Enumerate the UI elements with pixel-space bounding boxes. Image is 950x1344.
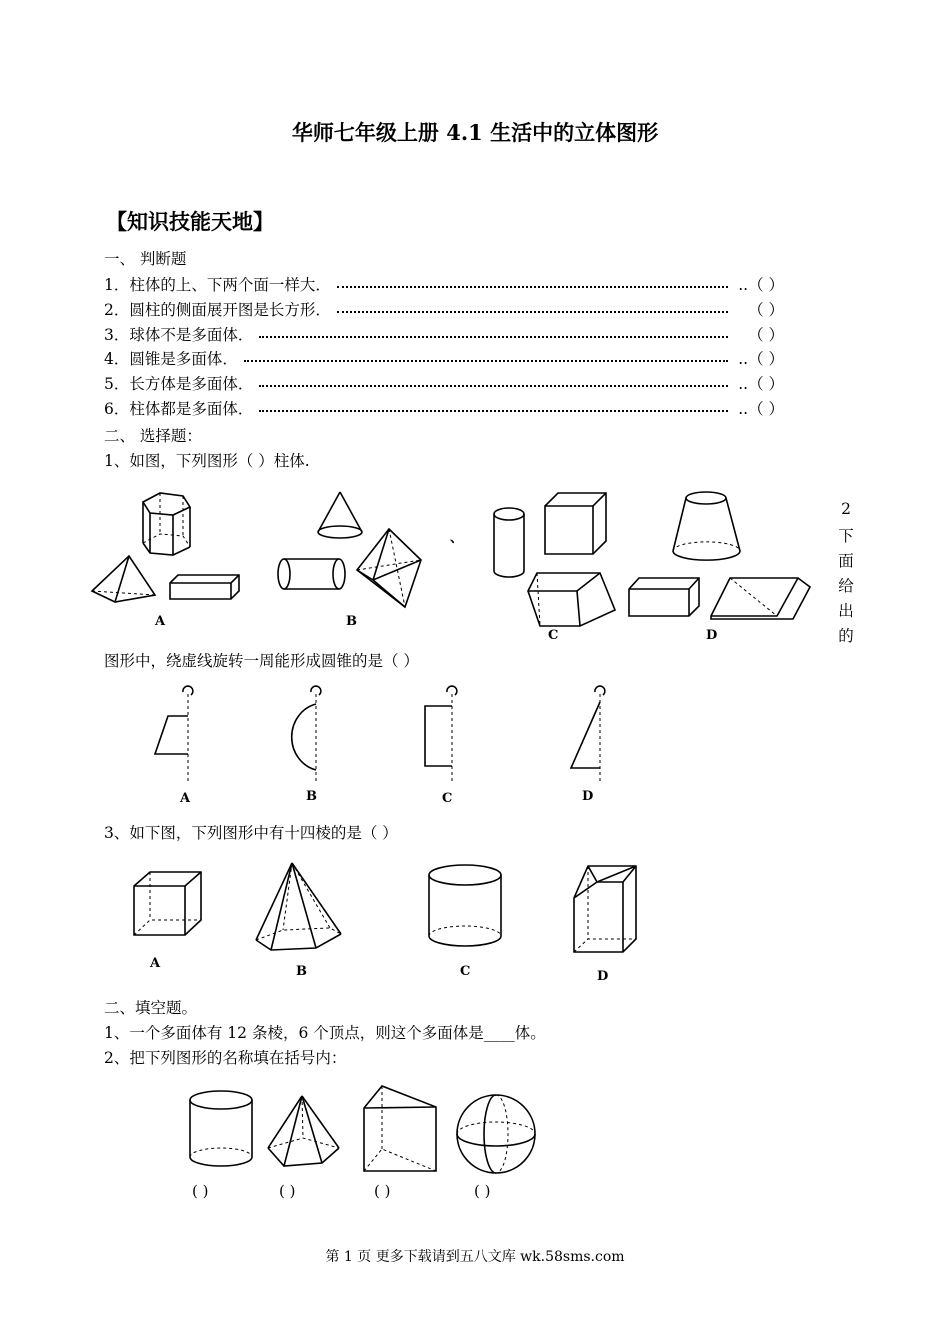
side-char: 给 [838,577,854,595]
tf-item-text: 4．圆锥是多面体． [104,350,238,368]
answer-paren-2: ( ) [279,1182,296,1200]
option-label-c: C [548,628,559,643]
hexagonal-pyramid-figure [256,863,341,950]
section-heading: 【知识技能天地】 [106,209,274,234]
truncated-prism-figure [574,866,636,952]
tf-item-text: 6．柱体都是多面体． [104,400,254,418]
semicircle-rotation-figure [292,686,321,782]
page-title: 华师七年级上册 4.1 生活中的立体图形 [291,120,659,145]
fill-q1-text: 1、一个多面体有 12 条棱，6 个顶点，则这个多面体是____体。 [104,1024,546,1042]
side-char: 的 [838,627,854,645]
cube-figure [545,493,606,554]
cylinder-figure [429,865,501,946]
cuboid-figure [629,578,699,616]
dot-leader [244,360,728,362]
q3-text: 3、如下图，下列图形中有十四棱的是（ ） [104,824,398,842]
tf-item-text: 3．球体不是多面体． [104,326,254,344]
pentagonal-pyramid-figure [268,1096,339,1166]
tf-item-6 [104,396,784,420]
tf-item-text: 2．圆柱的侧面展开图是长方形． [104,301,331,319]
side-char: 面 [838,552,854,570]
tf-item-2 [104,297,784,321]
answer-paren-3: ( ) [374,1182,391,1200]
tf-item-4 [104,346,784,370]
option-label-a: A [150,956,161,971]
octahedron-figure [357,529,421,607]
option-label-c: C [460,964,471,979]
answer-paren: ..（ ） [738,350,784,368]
q3-figures [0,858,950,988]
tf-item-text: 1．柱体的上、下两个面一样大． [104,276,331,294]
separator-mark: 、 [450,531,464,546]
tf-item-1 [104,272,784,296]
part2-heading: 二、 选择题： [104,427,202,445]
slanted-prism-figure [528,573,615,626]
option-label-b: B [346,614,357,629]
q1-figures [0,485,950,645]
dot-leader [259,336,728,338]
dot-leader [259,410,728,412]
cone-figure [318,492,362,538]
pyramid-figure [92,556,155,602]
answer-paren: ..（ ） [738,375,784,393]
dot-leader [259,385,728,387]
option-label-a: A [155,614,166,629]
side-char: 出 [838,602,854,620]
cylinder-figure [494,508,524,577]
tf-item-3 [104,322,784,346]
sphere-figure [457,1095,535,1173]
option-label-a: A [180,791,191,806]
fill-q2-text: 2、把下列图形的名称填在括号内： [104,1049,347,1067]
hexagonal-prism-figure [143,493,190,555]
parallelepiped-figure [711,578,810,619]
cuboid-figure [170,575,239,599]
triangular-prism-figure [364,1086,436,1171]
side-char: 2 [841,500,851,518]
option-label-b: B [306,789,317,804]
option-label-d: D [582,789,594,804]
answer-paren: ..（ ） [738,276,784,294]
option-label-c: C [442,791,453,806]
answer-paren-1: ( ) [192,1182,209,1200]
part1-heading: 一、 判断题 [104,250,187,268]
trapezoid-rotation-figure [155,686,193,784]
part3-heading: 二、填空题。 [104,999,198,1017]
answer-paren: ..（ ） [738,400,784,418]
dot-leader [337,311,728,313]
fill-figures [0,1082,950,1182]
tf-item-text: 5．长方体是多面体． [104,375,254,393]
cube-figure [134,872,201,935]
side-char: 下 [838,527,854,545]
q2-figures [0,682,950,812]
option-label-b: B [296,964,307,979]
option-label-d: D [706,628,718,643]
tf-item-5 [104,371,784,395]
rectangle-rotation-figure [425,686,457,782]
cylinder-figure [278,559,345,589]
q1-text: 1、如图，下列图形（ ）柱体. [104,452,310,470]
option-label-d: D [597,969,609,984]
answer-paren: （ ） [748,301,784,319]
answer-paren-4: ( ) [474,1182,491,1200]
q2-text: 图形中，绕虚线旋转一周能形成圆锥的是（ ） [104,652,419,670]
page-footer: 第 1 页 更多下载请到五八文库 wk.58sms.com [325,1249,625,1265]
answer-paren: （ ） [748,326,784,344]
cylinder-figure [190,1091,252,1166]
triangle-rotation-figure [571,686,605,782]
frustum-figure [673,492,740,560]
dot-leader [337,286,728,288]
